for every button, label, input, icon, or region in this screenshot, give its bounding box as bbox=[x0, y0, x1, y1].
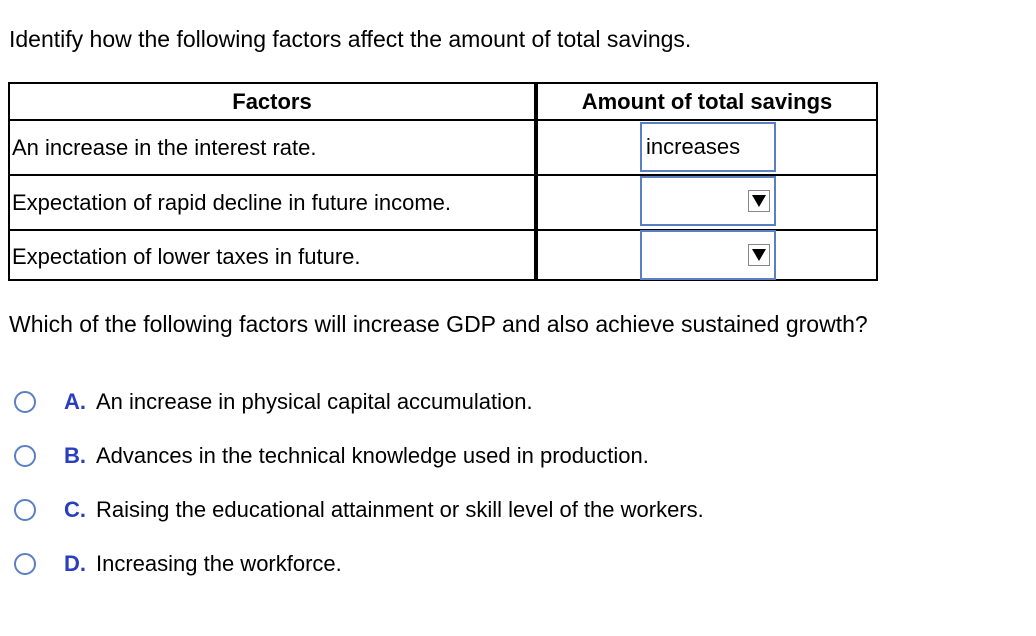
answer-select-row-3[interactable] bbox=[640, 230, 776, 280]
option-c[interactable] bbox=[14, 495, 36, 525]
header-amount-of-total-savings: Amount of total savings bbox=[581, 88, 833, 114]
option-b-text[interactable]: Advances in the technical knowledge used in production. bbox=[96, 443, 649, 468]
option-a[interactable] bbox=[14, 387, 36, 417]
radio-circle-icon[interactable] bbox=[14, 499, 36, 521]
radio-circle-icon[interactable] bbox=[14, 553, 36, 575]
dropdown-button[interactable] bbox=[748, 244, 770, 266]
radio-circle-icon[interactable] bbox=[14, 391, 36, 413]
answer-selected-value: increases bbox=[646, 134, 741, 159]
option-d[interactable] bbox=[14, 549, 36, 579]
option-b-letter: B. bbox=[64, 443, 86, 468]
option-d-text[interactable]: Increasing the workforce. bbox=[96, 551, 342, 576]
question-2-prompt: Which of the following factors will increase GDP and also achieve sustained growth? bbox=[9, 311, 868, 337]
factor-cell: Expectation of lower taxes in future. bbox=[12, 243, 361, 269]
answer-select-row-2[interactable] bbox=[640, 176, 776, 226]
option-c-letter: C. bbox=[64, 497, 86, 522]
option-c-text[interactable]: Raising the educational attainment or skill level of the workers. bbox=[96, 497, 704, 522]
header-factors: Factors bbox=[232, 88, 312, 114]
dropdown-button[interactable] bbox=[748, 190, 770, 212]
table-header-row bbox=[10, 84, 876, 121]
option-b[interactable] bbox=[14, 441, 36, 471]
option-a-text[interactable]: An increase in physical capital accumulation. bbox=[96, 389, 533, 414]
triangle-down-icon bbox=[752, 249, 766, 261]
option-a-letter: A. bbox=[64, 389, 86, 414]
triangle-down-icon bbox=[752, 195, 766, 207]
radio-circle-icon[interactable] bbox=[14, 445, 36, 467]
answer-select-row-1[interactable] bbox=[640, 122, 776, 172]
factor-cell: Expectation of rapid decline in future income. bbox=[12, 189, 452, 215]
factor-cell: An increase in the interest rate. bbox=[12, 134, 317, 160]
option-d-letter: D. bbox=[64, 551, 86, 576]
question-1-prompt: Identify how the following factors affect the amount of total savings. bbox=[9, 26, 692, 52]
savings-factors-table bbox=[8, 82, 878, 281]
